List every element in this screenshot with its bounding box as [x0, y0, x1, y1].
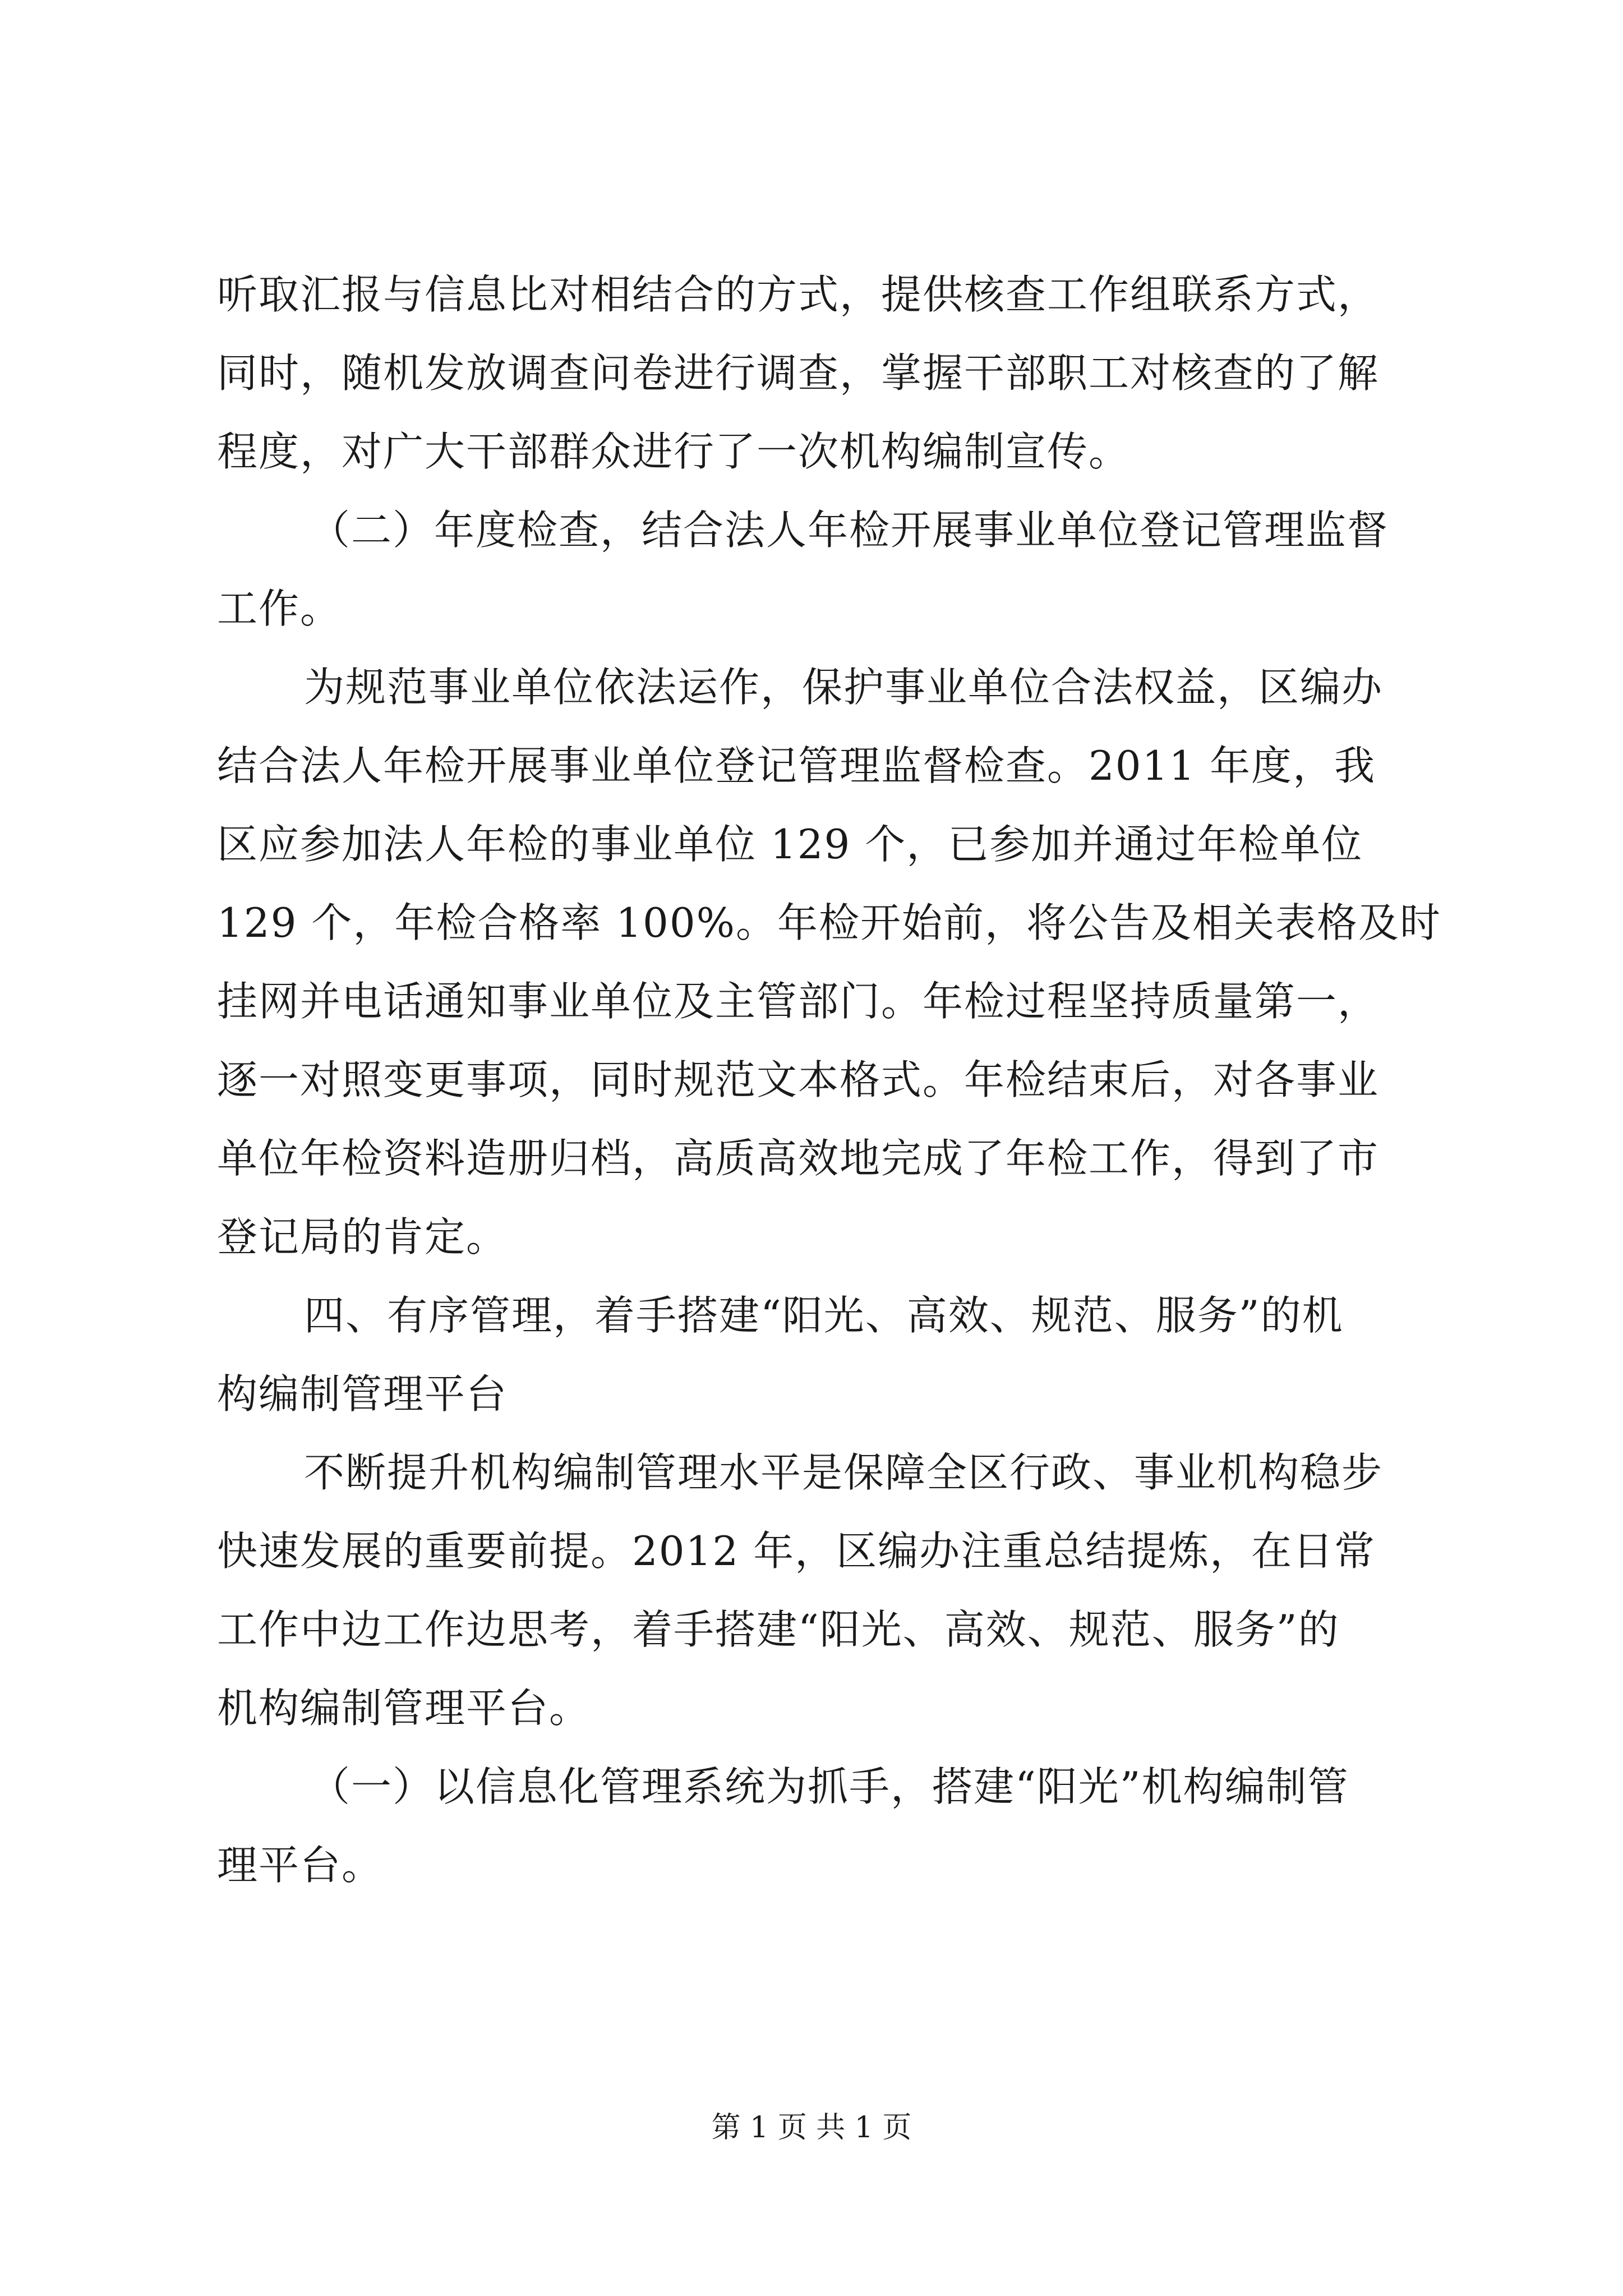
- text-line: 程度，对广大干部群众进行了一次机构编制宣传。: [217, 428, 1131, 475]
- section-heading: （一）以信息化管理系统为抓手，搭建“阳光”机构编制管: [310, 1763, 1349, 1810]
- paragraph-start: 为规范事业单位依法运作，保护事业单位合法权益，区编办: [304, 664, 1384, 711]
- text-line: 登记局的肯定。: [217, 1213, 508, 1260]
- text-line: 单位年检资料造册归档，高质高效地完成了年检工作，得到了市: [217, 1135, 1380, 1182]
- section-heading: 四、有序管理，着手搭建“阳光、高效、规范、服务”的机: [304, 1292, 1344, 1339]
- document-body: [217, 255, 1442, 1904]
- section-heading: （二）年度检查，结合法人年检开展事业单位登记管理监督: [310, 507, 1389, 554]
- text-line: 快速发展的重要前提。2012 年，区编办注重总结提炼，在日常: [217, 1527, 1376, 1575]
- text-line: 逐一对照变更事项，同时规范文本格式。年检结束后，对各事业: [217, 1056, 1380, 1103]
- page-footer: 第 1 页 共 1 页: [711, 2111, 912, 2145]
- text-line: 区应参加法人年检的事业单位 129 个，已参加并通过年检单位: [217, 821, 1363, 868]
- text-line: 挂网并电话通知事业单位及主管部门。年检过程坚持质量第一，: [217, 978, 1380, 1025]
- text-line: 129 个，年检合格率 100%。年检开始前，将公告及相关表格及时: [217, 899, 1442, 946]
- text-line: 工作中边工作边思考，着手搭建“阳光、高效、规范、服务”的: [217, 1606, 1340, 1653]
- section-heading-cont: 工作。: [217, 585, 342, 632]
- section-heading-cont: 理平台。: [217, 1842, 384, 1889]
- section-heading-cont: 构编制管理平台: [217, 1370, 508, 1418]
- text-line: 结合法人年检开展事业单位登记管理监督检查。2011 年度，我: [217, 742, 1376, 789]
- text-line: 同时，随机发放调查问卷进行调查，掌握干部职工对核查的了解: [217, 349, 1380, 397]
- text-line: 听取汇报与信息比对相结合的方式，提供核查工作组联系方式，: [217, 271, 1380, 318]
- text-line: 机构编制管理平台。: [217, 1685, 591, 1732]
- paragraph-start: 不断提升机构编制管理水平是保障全区行政、事业机构稳步: [304, 1449, 1384, 1496]
